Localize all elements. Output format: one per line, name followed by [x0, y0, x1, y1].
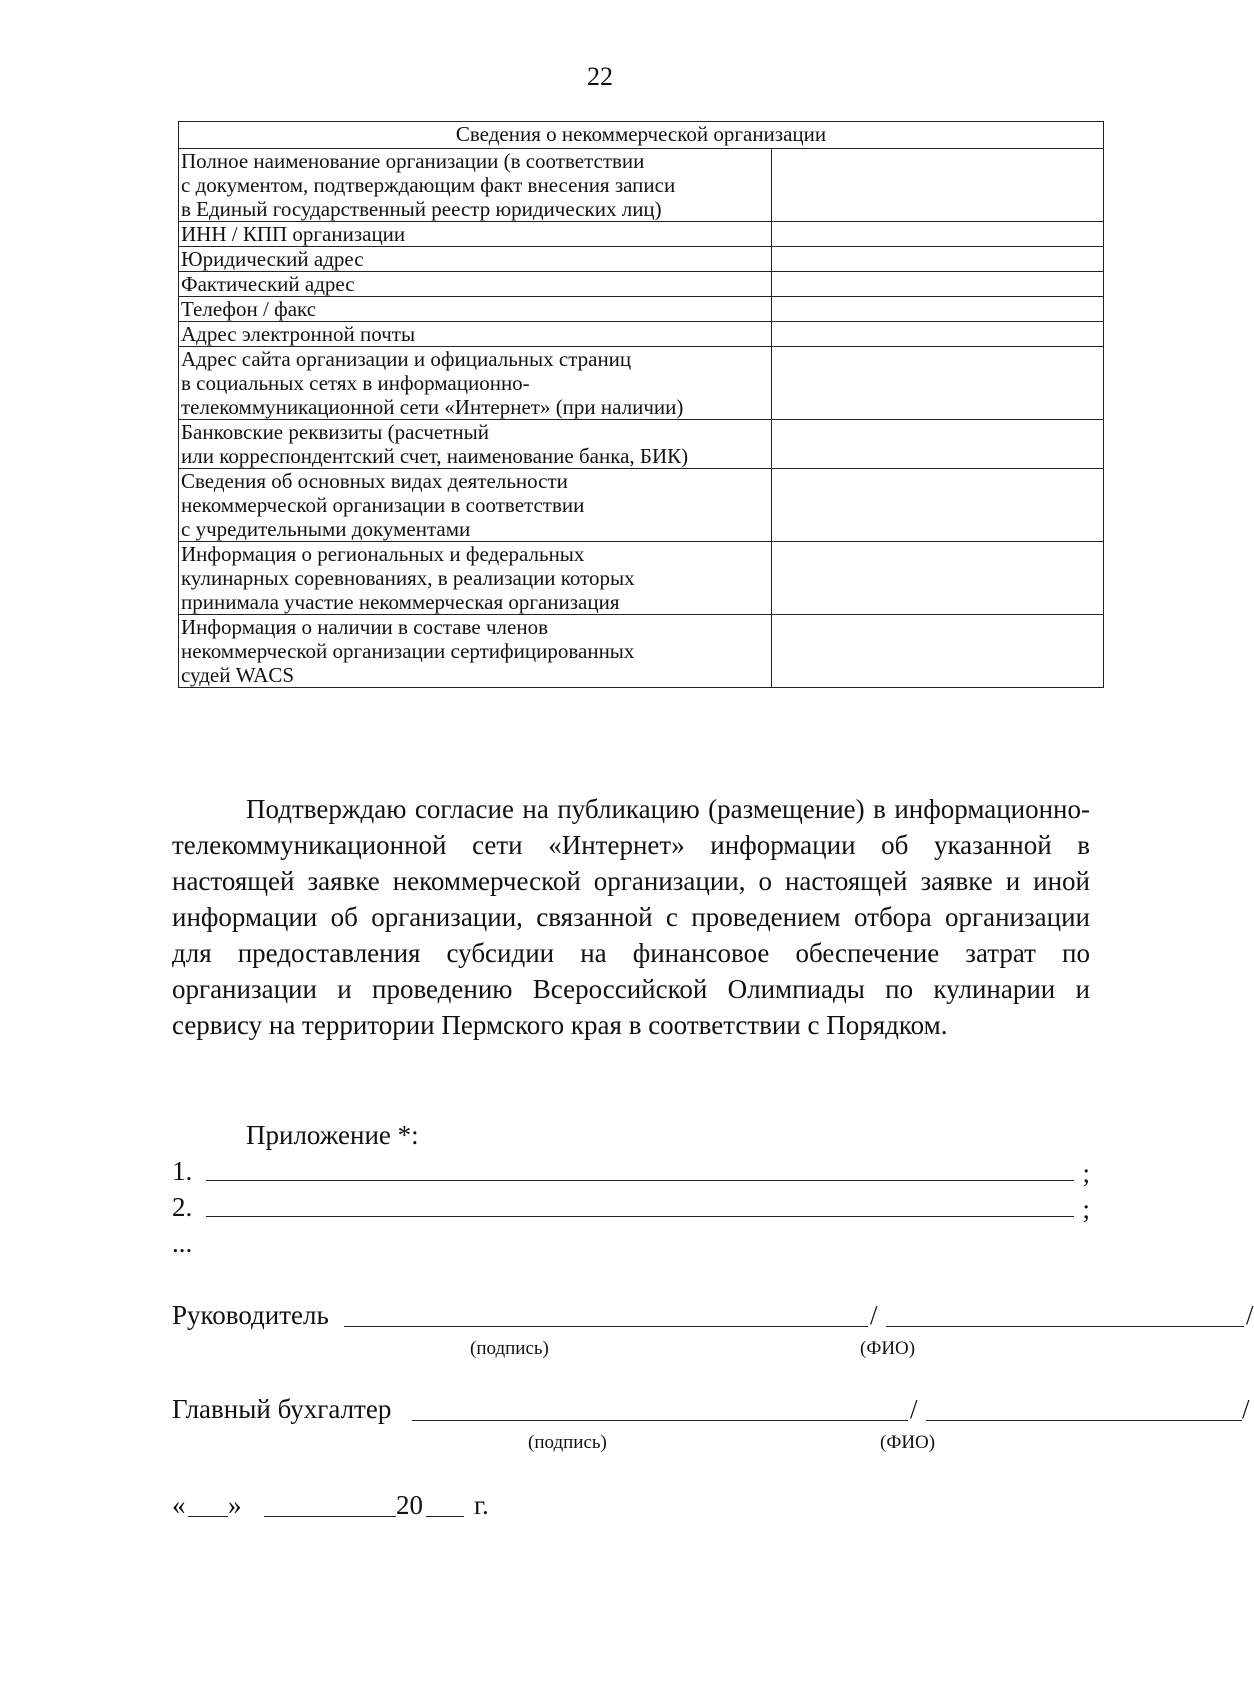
- row-label: Адрес электронной почты: [179, 322, 772, 347]
- appendix-item-2[interactable]: [172, 1190, 1090, 1224]
- row-value-field[interactable]: [772, 420, 1104, 469]
- head-signature-row: [172, 1298, 1254, 1359]
- appendix-fill-line[interactable]: [206, 1180, 1074, 1181]
- appendix-item-end: ;: [1082, 1158, 1090, 1188]
- consent-paragraph: Подтверждаю согласие на публикацию (размещение) в информационно-телекоммуникационной сети «Интернет» информации об указанной в настоящей заявке некоммерческой организации, о настоящей заявке и иной информации об организации, связанной с проведением отбора организации для предоставления субсидии на финансовое обеспечение затрат по организации и проведению Всероссийской Олимпиады по кулинарии и сервису на территории Пермского края в соответствии с Порядком.: [172, 794, 1090, 1040]
- row-label: Информация о региональных и федеральных кулинарных соревнованиях, в реализации которых принимала участие некоммерческая организация: [179, 542, 772, 615]
- table-row: [179, 247, 1104, 272]
- appendix-item-end: ;: [1082, 1194, 1090, 1224]
- row-value-field[interactable]: [772, 149, 1104, 222]
- year-prefix: 20: [396, 1490, 423, 1520]
- head-signature-line[interactable]: [344, 1326, 868, 1327]
- table-row: [179, 222, 1104, 247]
- year-suffix: г.: [474, 1490, 489, 1520]
- signature-separator: /: [910, 1394, 918, 1424]
- table-row: [179, 149, 1104, 222]
- table-row: [179, 469, 1104, 542]
- table-row: [179, 615, 1104, 688]
- month-fill-line[interactable]: [264, 1516, 396, 1517]
- row-label: Фактический адрес: [179, 272, 772, 297]
- row-label: Юридический адрес: [179, 247, 772, 272]
- date-row: [172, 1488, 672, 1528]
- row-value-field[interactable]: [772, 469, 1104, 542]
- table-row: [179, 272, 1104, 297]
- head-signature-label: Руководитель: [172, 1300, 329, 1330]
- accountant-signature-label: Главный бухгалтер: [172, 1394, 392, 1424]
- row-value-field[interactable]: [772, 322, 1104, 347]
- row-value-field[interactable]: [772, 272, 1104, 297]
- appendix-title: Приложение *:: [246, 1120, 419, 1150]
- row-label: ИНН / КПП организации: [179, 222, 772, 247]
- table-body: [179, 149, 1104, 688]
- row-value-field[interactable]: [772, 222, 1104, 247]
- signature-separator: /: [1242, 1394, 1250, 1424]
- accountant-name-line[interactable]: [926, 1420, 1242, 1421]
- row-label: Телефон / факс: [179, 297, 772, 322]
- accountant-signature-row: [172, 1392, 1250, 1453]
- table-header: Сведения о некоммерческой организации: [179, 122, 1104, 149]
- signature-separator: /: [870, 1300, 878, 1330]
- head-signature-hint: (подпись): [470, 1338, 549, 1359]
- head-name-hint: (ФИО): [860, 1338, 916, 1359]
- accountant-signature-line[interactable]: [412, 1420, 908, 1421]
- row-label: Адрес сайта организации и официальных страниц в социальных сетях в информационно- телекоммуникационной сети «Интернет» (при наличии): [179, 347, 772, 420]
- appendix-ellipsis: ...: [172, 1228, 193, 1258]
- appendix-item-1[interactable]: [172, 1154, 1090, 1188]
- row-value-field[interactable]: [772, 615, 1104, 688]
- row-label: Информация о наличии в составе членов некоммерческой организации сертифицированных судей WACS: [179, 615, 772, 688]
- row-value-field[interactable]: [772, 247, 1104, 272]
- row-label: Полное наименование организации (в соответствии с документом, подтверждающим факт внесения записи в Единый государственный реестр юридических лиц): [179, 149, 772, 222]
- row-value-field[interactable]: [772, 542, 1104, 615]
- table-row: [179, 420, 1104, 469]
- appendix-item-number: 1.: [172, 1156, 193, 1186]
- appendix-fill-line[interactable]: [206, 1216, 1074, 1217]
- date-close-quote: »: [228, 1490, 242, 1520]
- row-value-field[interactable]: [772, 297, 1104, 322]
- table-row: [179, 347, 1104, 420]
- date-open-quote: «: [172, 1490, 186, 1520]
- row-value-field[interactable]: [772, 347, 1104, 420]
- accountant-signature-hint: (подпись): [528, 1432, 607, 1453]
- row-label: Банковские реквизиты (расчетный или корреспондентский счет, наименование банка, БИК): [179, 420, 772, 469]
- head-name-line[interactable]: [886, 1326, 1244, 1327]
- table-header-row: [179, 122, 1104, 149]
- table-row: [179, 322, 1104, 347]
- accountant-name-hint: (ФИО): [880, 1432, 936, 1453]
- signature-separator: /: [1246, 1300, 1254, 1330]
- day-fill-line[interactable]: [188, 1516, 228, 1517]
- organization-info-table: [178, 121, 1104, 688]
- appendix-item-number: 2.: [172, 1192, 193, 1222]
- table-row: [179, 542, 1104, 615]
- page-number: 22: [587, 62, 613, 91]
- year-fill-line[interactable]: [426, 1516, 464, 1517]
- row-label: Сведения об основных видах деятельности некоммерческой организации в соответствии с учредительными документами: [179, 469, 772, 542]
- table-row: [179, 297, 1104, 322]
